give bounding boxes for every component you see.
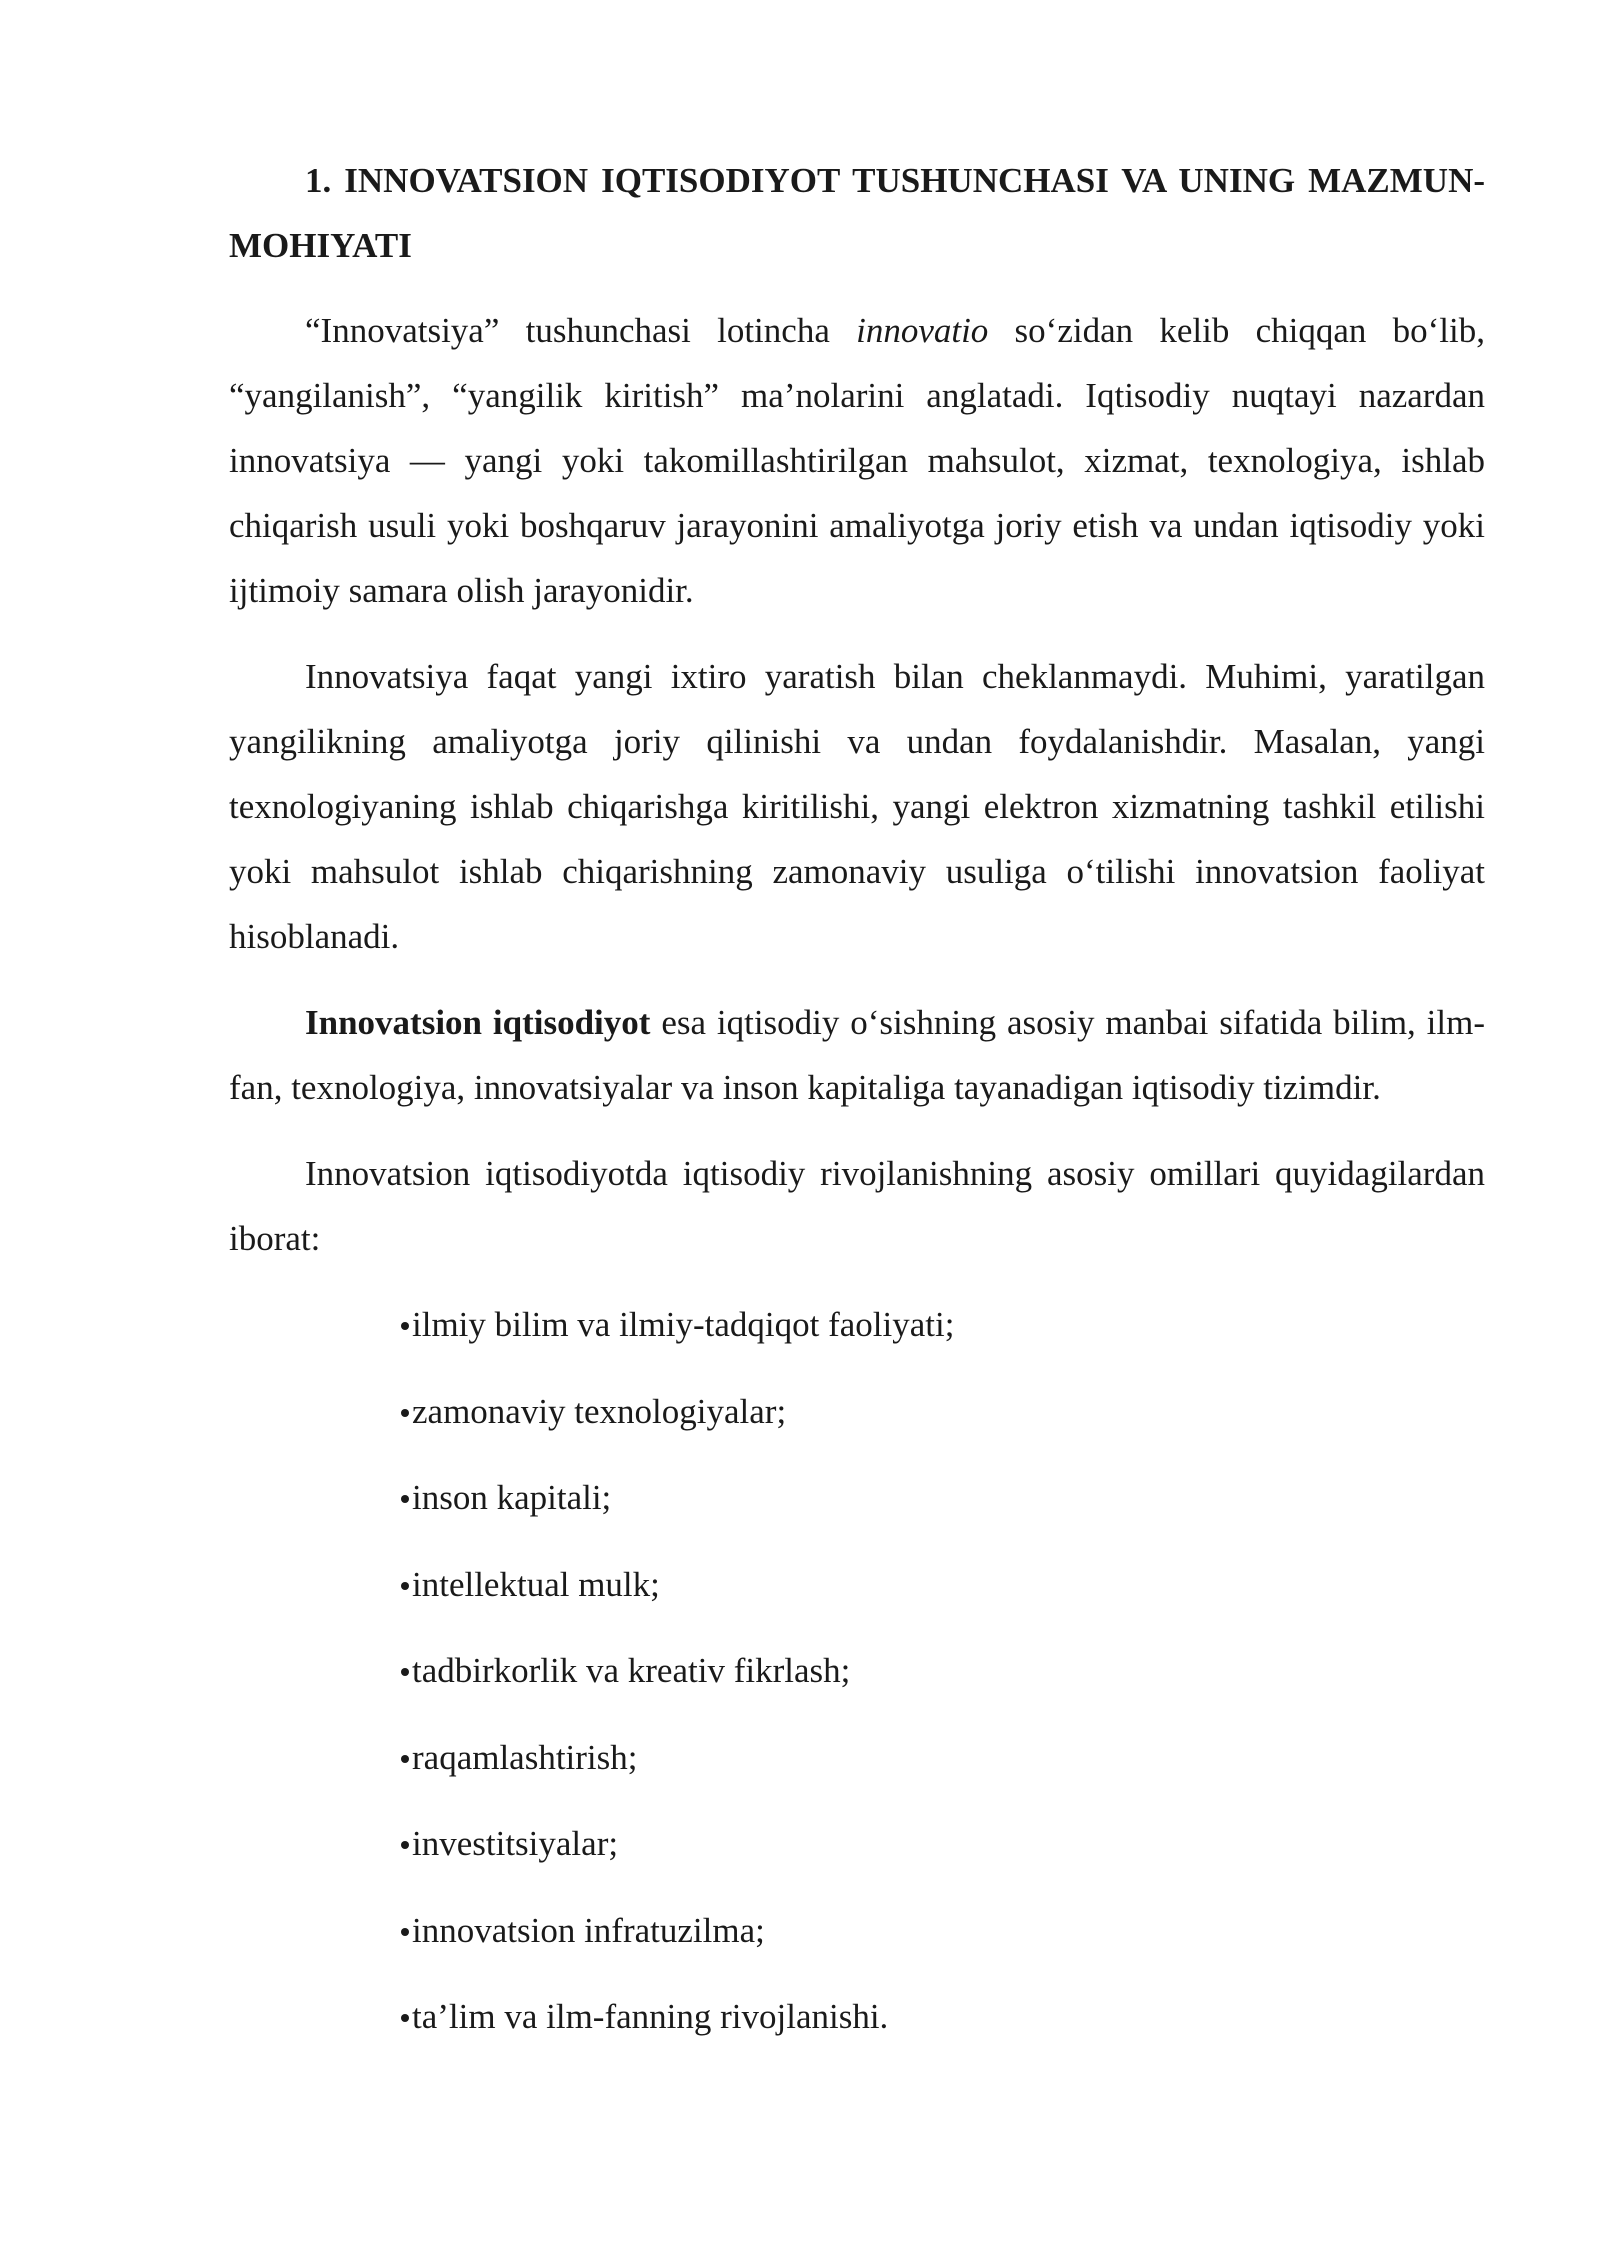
paragraph-innovation-practice: Innovatsiya faqat yangi ixtiro yaratish bilan cheklanmaydi. Muhimi, yaratilgan yangilikning amaliyotga joriy qilinishi va undan foydalanishdir. Masalan, yangi texnologiyaning ishlab chiqarishga kiritilishi, yangi elektron xizmatning tashkil etilishi yoki mahsulot ishlab chiqarishning zamonaviy usuliga o‘tilishi innovatsion faoliyat hisoblanadi. — [229, 657, 1485, 956]
list-item — [229, 1811, 1485, 1876]
list-item — [229, 1379, 1485, 1444]
paragraph-factors-intro: Innovatsion iqtisodiyotda iqtisodiy rivojlanishning asosiy omillari quyidagilardan iborat: — [229, 1154, 1485, 1258]
list-item-text: raqamlashtirish; — [412, 1737, 638, 1777]
bullet-icon — [401, 2014, 409, 2022]
list-item-text: inson kapitali; — [412, 1478, 612, 1517]
bullet-icon — [401, 1495, 409, 1503]
list-item-text: ilmiy bilim va ilmiy-tadqiqot faoliyati; — [412, 1305, 955, 1344]
list-item-text: ta’lim va ilm-fanning rivojlanishi. — [412, 1997, 889, 2036]
list-item — [229, 1898, 1485, 1963]
factors-list — [229, 1292, 1485, 2049]
list-item-text: tadbirkorlik va kreativ fikrlash; — [412, 1651, 851, 1690]
list-item-text: intellektual mulk; — [412, 1564, 660, 1604]
section-heading: 1. INNOVATSION IQTISODIYOT TUSHUNCHASI VA UNING MAZMUN-MOHIYATI — [229, 161, 1485, 265]
paragraph-text: esa iqtisodiy o‘sishning asosiy manbai sifatida bilim, ilm-fan, texnologiya, innovatsiyalar va inson kapitaliga tayanadigan iqtisodiy tizimdir. — [229, 1003, 1485, 1107]
paragraph-innovative-economy — [229, 990, 1485, 1120]
bullet-icon — [401, 1322, 409, 1330]
list-item-text: zamonaviy texnologiyalar; — [412, 1391, 787, 1431]
paragraph-text: so‘zidan kelib chiqqan bo‘lib, “yangilanish”, “yangilik kiritish” ma’nolarini anglatadi. Iqtisodiy nuqtayi nazardan innovatsiya — yangi yoki takomillashtirilgan mahsulot, xizmat, texnologiya, ishlab chiqarish usuli yoki boshqaruv jarayonini amaliyotga joriy etish va undan iqtisodiy yoki ijtimoiy samara olish jarayonidir. — [229, 311, 1485, 610]
italic-term: innovatio — [856, 311, 989, 350]
bold-term: Innovatsion iqtisodiyot — [305, 1003, 651, 1042]
list-item — [229, 1725, 1485, 1790]
list-item — [229, 1552, 1485, 1617]
list-item — [229, 1638, 1485, 1703]
bullet-icon — [401, 1928, 409, 1936]
list-item-text: innovatsion infratuzilma; — [412, 1910, 765, 1950]
list-item — [229, 1292, 1485, 1357]
list-item — [229, 1984, 1485, 2049]
list-item-text: investitsiyalar; — [412, 1824, 619, 1863]
bullet-icon — [401, 1668, 409, 1676]
paragraph-text: “Innovatsiya” tushunchasi lotincha — [305, 311, 857, 350]
list-item — [229, 1465, 1485, 1530]
document-page — [229, 148, 1485, 2071]
bullet-icon — [401, 1841, 409, 1849]
paragraph-innovation-definition — [229, 298, 1485, 623]
bullet-icon — [401, 1409, 409, 1417]
bullet-icon — [401, 1755, 409, 1763]
bullet-icon — [401, 1582, 409, 1590]
